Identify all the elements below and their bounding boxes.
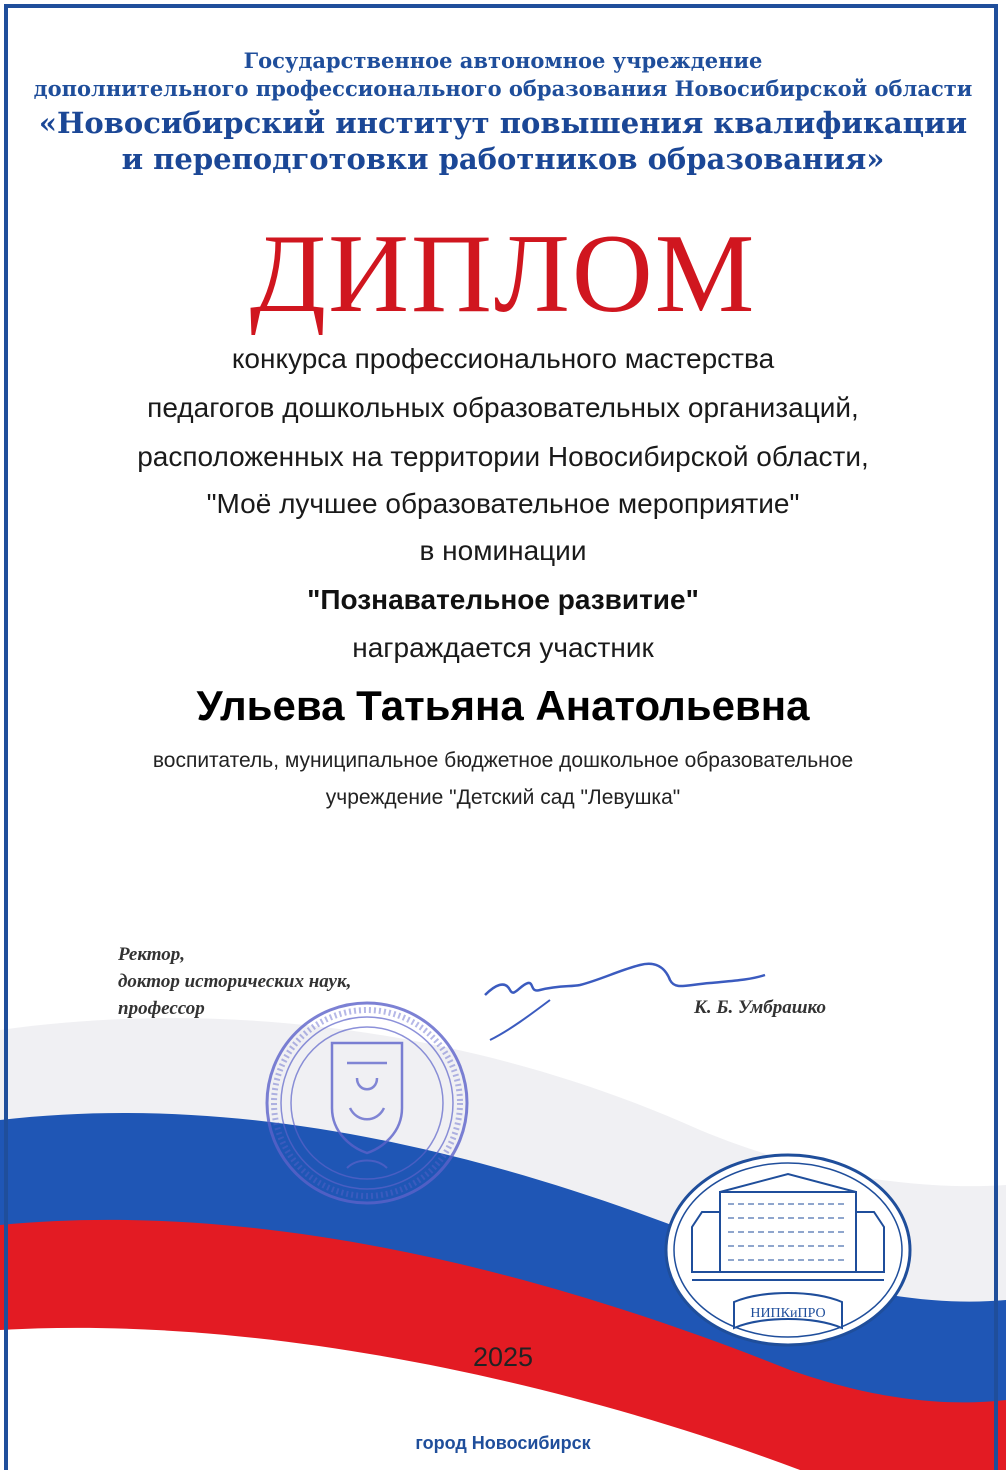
nomination-name: "Познавательное развитие" bbox=[307, 584, 699, 615]
signatory-title-1: Ректор, bbox=[118, 944, 186, 965]
recipient-position-line-1: воспитатель, муниципальное бюджетное дошкольное образовательное bbox=[152, 749, 854, 772]
recipient-name: Ульева Татьяна Анатольевна bbox=[196, 682, 810, 729]
signatory-title-2: доктор исторических наук, bbox=[118, 971, 352, 992]
competition-line-2: педагогов дошкольных образовательных организаций, bbox=[147, 392, 859, 423]
competition-line-4: "Моё лучшее образовательное мероприятие" bbox=[206, 488, 800, 519]
competition-line-3: расположенных на территории Новосибирской области, bbox=[137, 441, 869, 472]
city: город Новосибирск bbox=[415, 1433, 591, 1453]
signatory-name: К. Б. Умбрашко bbox=[694, 997, 826, 1018]
institute-emblem-icon bbox=[662, 1152, 914, 1362]
year: 2025 bbox=[472, 1342, 534, 1372]
signature-icon bbox=[470, 955, 770, 1045]
official-seal-icon bbox=[262, 998, 472, 1208]
emblem-label: НИПКиПРО bbox=[750, 1306, 826, 1321]
institution-name-line-2: и переподготовки работников образования» bbox=[121, 142, 885, 176]
award-text: награждается участник bbox=[352, 632, 654, 663]
institution-line-1: Государственное автономное учреждение bbox=[243, 48, 763, 73]
recipient-position-line-2: учреждение "Детский сад "Левушка" bbox=[325, 786, 681, 809]
diploma-title: ДИПЛОМ bbox=[249, 212, 757, 336]
nomination-intro: в номинации bbox=[419, 535, 587, 566]
competition-line-1: конкурса профессионального мастерства bbox=[231, 343, 775, 374]
institution-line-2: дополнительного профессионального образования Новосибирской области bbox=[33, 76, 973, 101]
signatory-title-3: профессор bbox=[118, 998, 205, 1019]
institution-name-line-1: «Новосибирский институт повышения квалификации bbox=[38, 106, 968, 140]
